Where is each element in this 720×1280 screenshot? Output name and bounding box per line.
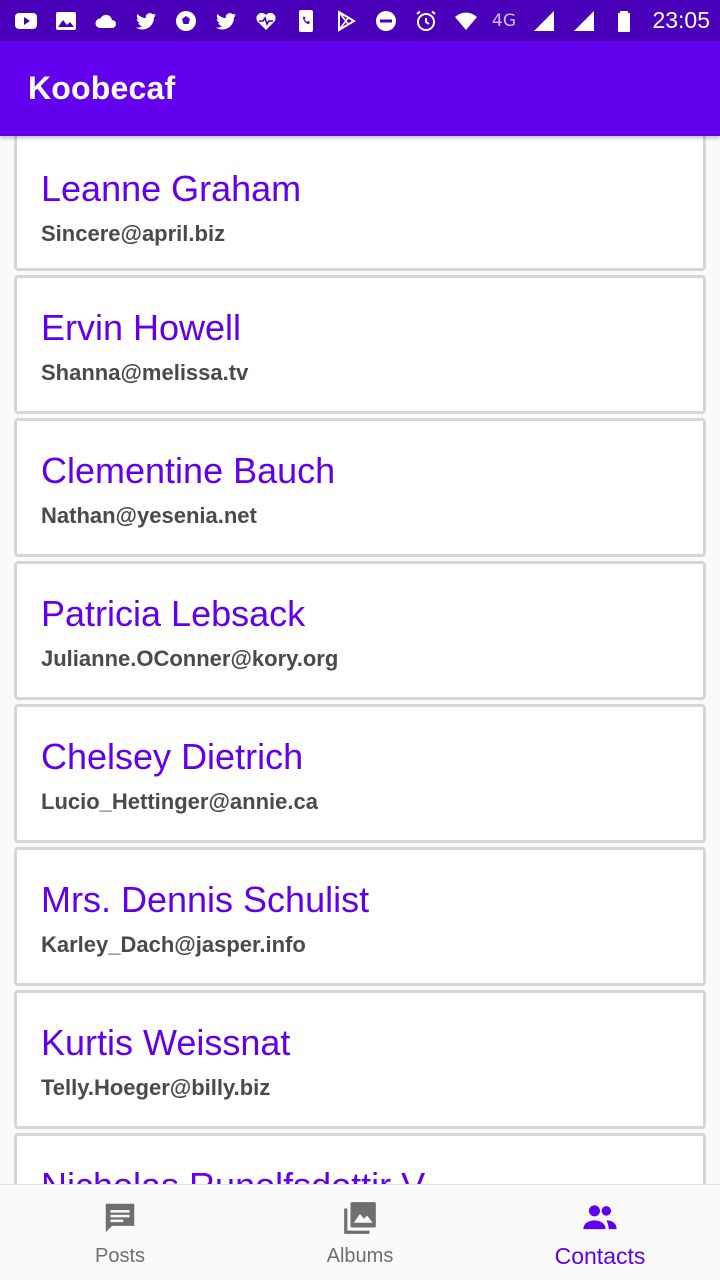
contact-card[interactable] xyxy=(14,847,706,986)
image-icon xyxy=(341,1199,379,1237)
contact-name: Clementine Bauch xyxy=(41,450,336,491)
clock: 23:05 xyxy=(652,7,710,33)
contact-name: Patricia Lebsack xyxy=(41,593,306,634)
youtube-icon xyxy=(12,9,40,33)
contact-card[interactable] xyxy=(14,990,706,1129)
nav-tab-label: Albums xyxy=(326,1245,394,1267)
contact-card[interactable] xyxy=(14,275,706,414)
contact-card[interactable] xyxy=(14,132,706,271)
contact-name: Ervin Howell xyxy=(41,307,242,348)
nav-tab-label: Posts xyxy=(94,1245,146,1267)
battery-icon xyxy=(610,9,638,33)
contact-email: Sincere@april.biz xyxy=(41,221,226,246)
nav-tab-label: Contacts xyxy=(554,1243,646,1269)
soccer-ball-icon xyxy=(172,9,200,33)
twitter-icon xyxy=(212,9,240,33)
signal-icon xyxy=(530,9,558,33)
contact-name: Leanne Graham xyxy=(41,168,302,209)
people-icon xyxy=(581,1199,619,1237)
signal-icon xyxy=(570,9,598,33)
contact-list[interactable] xyxy=(0,136,720,1184)
contact-email: Lucio_Hettinger@annie.ca xyxy=(41,789,318,814)
status-bar xyxy=(0,0,720,41)
contact-name: Chelsey Dietrich xyxy=(41,736,304,777)
network-type-label: 4G xyxy=(492,10,516,31)
nav-tab-albums[interactable] xyxy=(240,1185,480,1280)
contact-name: Kurtis Weissnat xyxy=(41,1022,291,1063)
app-bar xyxy=(0,41,720,136)
do-not-disturb-icon xyxy=(372,9,400,33)
contact-card[interactable] xyxy=(14,418,706,557)
contact-email: Nathan@yesenia.net xyxy=(41,503,257,528)
nav-tab-contacts[interactable] xyxy=(480,1185,720,1280)
gallery-icon xyxy=(52,9,80,33)
contact-name: Mrs. Dennis Schulist xyxy=(41,879,370,920)
heart-rate-icon xyxy=(252,9,280,33)
contact-email: Telly.Hoeger@billy.biz xyxy=(41,1075,271,1100)
contact-email: Julianne.OConner@kory.org xyxy=(41,646,339,671)
contact-email: Karley_Dach@jasper.info xyxy=(41,932,306,957)
twitter-icon xyxy=(132,9,160,33)
alarm-icon xyxy=(412,9,440,33)
bottom-navigation xyxy=(0,1184,720,1280)
contact-card[interactable] xyxy=(14,704,706,843)
cloud-icon xyxy=(92,9,120,33)
nav-tab-posts[interactable] xyxy=(0,1185,240,1280)
play-store-icon xyxy=(332,9,360,33)
app-title: Koobecaf xyxy=(28,70,176,106)
phone-app-icon xyxy=(292,9,320,33)
chat-icon xyxy=(101,1199,139,1237)
contact-email: Shanna@melissa.tv xyxy=(41,360,249,385)
wifi-icon xyxy=(452,9,480,33)
contact-card[interactable] xyxy=(14,561,706,700)
